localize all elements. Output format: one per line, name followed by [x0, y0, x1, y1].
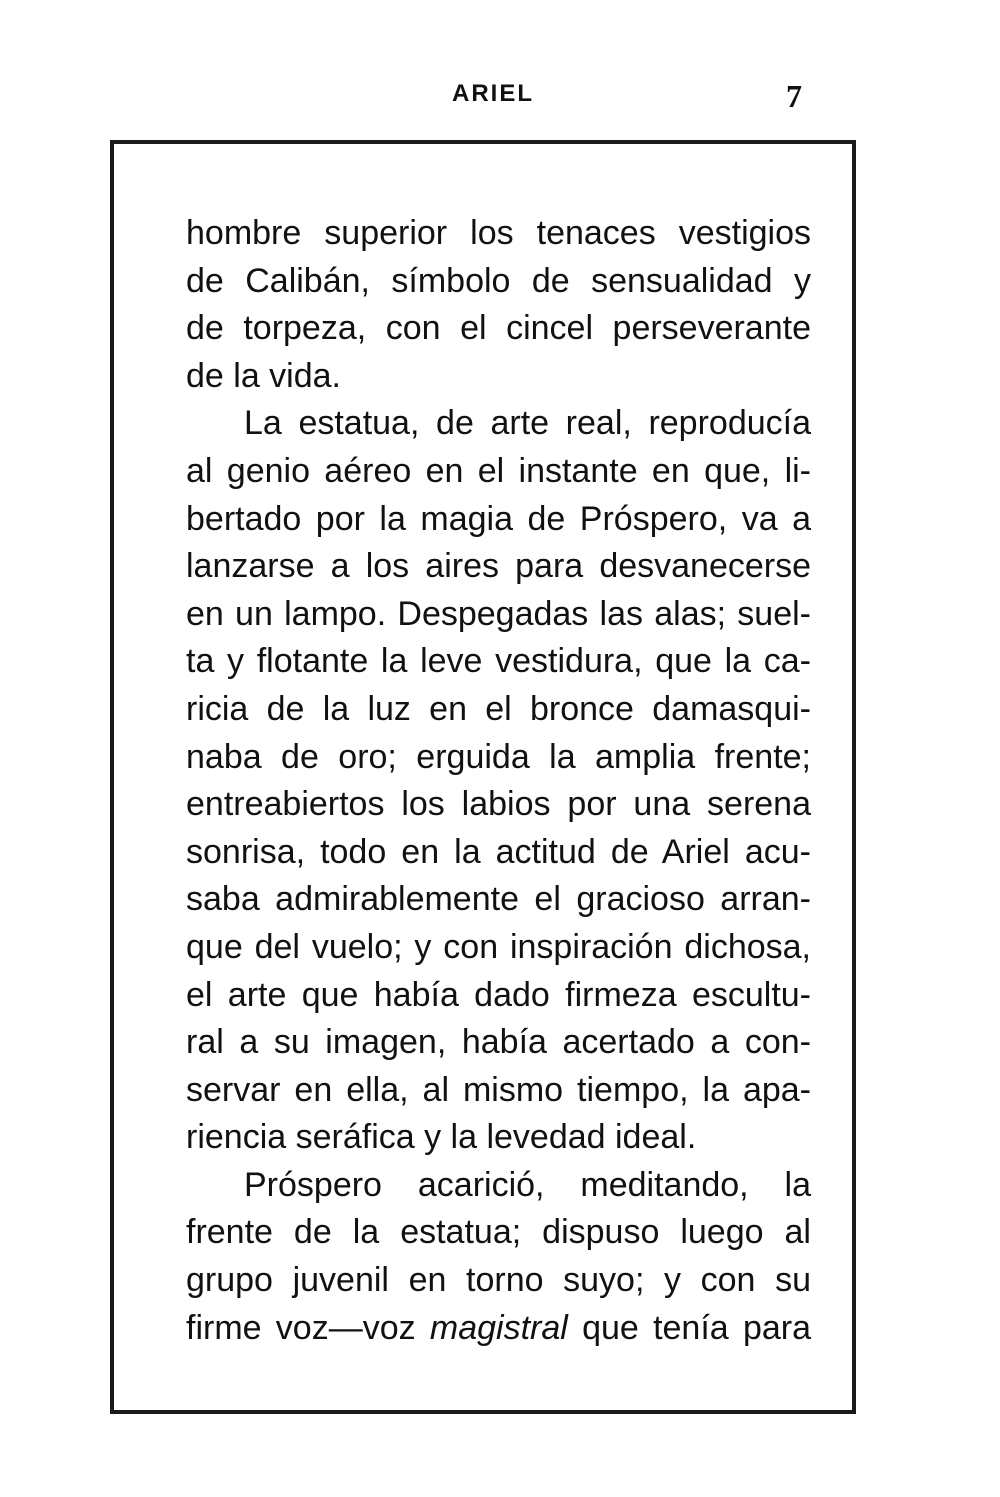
paragraph-2 — [186, 400, 811, 1162]
text-line: ral a su imagen, había acertado a con- — [186, 1023, 811, 1062]
running-head-title: ARIEL — [452, 80, 534, 107]
text-line: Próspero acarició, meditando, la — [244, 1165, 811, 1204]
text-line: La estatua, de arte real, reproducía — [244, 404, 811, 443]
body-text — [186, 210, 811, 1352]
paragraph-1 — [186, 210, 811, 400]
paragraph-3 — [186, 1162, 811, 1352]
text-line: al genio aéreo en el instante en que, li- — [186, 451, 811, 490]
text-line — [186, 1305, 811, 1353]
text-line: el arte que había dado firmeza escultu- — [186, 975, 811, 1014]
text-line: bertado por la magia de Próspero, va a — [186, 499, 811, 538]
text-line: de la vida. — [186, 356, 341, 395]
text-run: firme voz—voz — [186, 1308, 430, 1347]
text-line: grupo juvenil en torno suyo; y con su — [186, 1261, 811, 1300]
text-run: que tenía para — [567, 1308, 811, 1347]
text-line: que del vuelo; y con inspiración dichosa, — [186, 927, 811, 966]
text-line: saba admirablemente el gracioso arran- — [186, 880, 811, 919]
text-line: en un lampo. Despegadas las alas; suel- — [186, 594, 811, 633]
page-number: 7 — [786, 78, 802, 114]
text-line: naba de oro; erguida la amplia frente; — [186, 737, 811, 776]
text-line: sonrisa, todo en la actitud de Ariel acu- — [186, 832, 811, 871]
text-line: riencia seráfica y la levedad ideal. — [186, 1118, 697, 1157]
emphasis-text: magistral — [429, 1308, 568, 1347]
text-line: lanzarse a los aires para desvanecerse — [186, 547, 811, 586]
text-line: servar en ella, al mismo tiempo, la apa- — [186, 1070, 811, 1109]
text-line: entreabiertos los labios por una serena — [186, 785, 811, 824]
text-line: de Calibán, símbolo de sensualidad y — [186, 261, 811, 300]
text-line: de torpeza, con el cincel perseverante — [186, 309, 811, 348]
text-line: ta y flotante la leve vestidura, que la ca- — [186, 642, 811, 681]
text-line: ricia de la luz en el bronce damasqui- — [186, 689, 811, 728]
text-line: frente de la estatua; dispuso luego al — [186, 1213, 811, 1252]
text-line: hombre superior los tenaces vestigios — [186, 214, 811, 252]
